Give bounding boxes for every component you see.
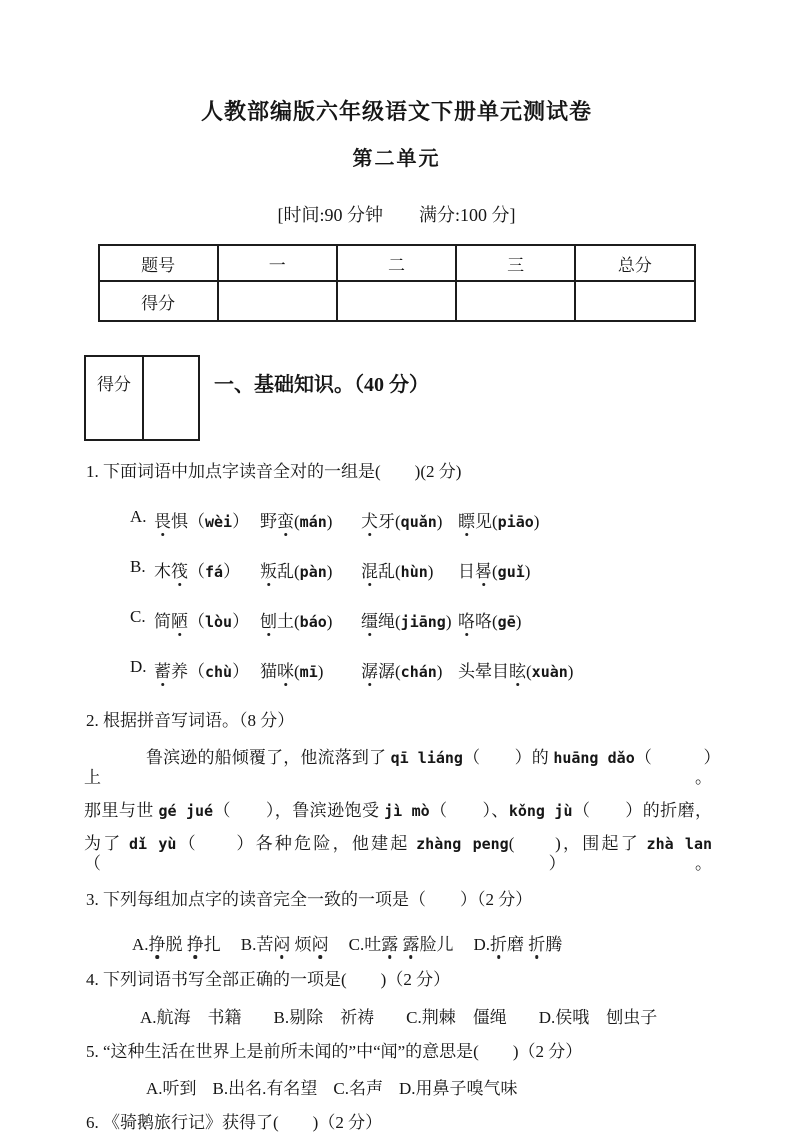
score-table-col-2: 二 [337,245,456,281]
q1-option-d-word-4: 头晕目眩(xuàn) [458,657,573,682]
q1-option-a [130,507,793,532]
q4-option-d: D.侯哦 刨虫子 [538,1008,658,1027]
q6-stem: 6. 《骑鹅旅行记》获得了( )（2 分） [86,1113,383,1133]
q1-option-d-word-1: 蓄养（chù） [154,657,260,682]
score-box-blank [144,357,198,439]
paper-title: 人教部编版六年级语文下册单元测试卷 [200,99,592,124]
q1-option-b-word-1: 木筏（fá） [154,557,260,582]
q1-option-a-label: A. [130,507,147,527]
q4-option-c: C.荆棘 僵绳 [406,1008,507,1027]
q5-option-a: A.听到 [146,1079,197,1099]
q3-option-c: C.吐露 露脸儿 [349,930,454,955]
section-score-box [84,355,200,441]
q1-option-a-word-3: 犬牙(quǎn) [361,507,458,532]
score-table-col-1: 一 [218,245,337,281]
q4-options [140,1003,793,1028]
q4-option-b: B.剔除 祈祷 [273,1008,375,1027]
unit-title: 第二单元 [352,148,441,170]
q2-text-line-2: 那里与世 gé jué（ ），鲁滨逊饱受 jì mò（ ）、kǒng jù（ ）的折磨， [84,800,713,820]
q1-option-b-word-3: 混乱(hùn) [361,557,458,582]
q3-stem: 3. 下列每组加点字的读音完全一致的一项是（ ）（2 分） [86,889,533,909]
q1-option-a-word-4: 瞟见(piāo) [458,507,539,532]
q3-option-d: D.折磨 折腾 [473,930,562,955]
q1-option-b-label: B. [130,557,146,577]
q1-option-d-word-3: 潺潺(chán) [361,657,458,682]
time-score-line: [时间:90 分钟 满分:100 分] [277,205,516,225]
q1-option-a-word-2: 野蛮(mán) [260,507,361,532]
section1-header [84,355,793,441]
q5-option-d: D.用鼻子嗅气味 [398,1079,518,1099]
q3-option-a: A.挣脱 挣扎 [132,930,221,955]
q1-option-c-word-2: 刨土(báo) [260,607,361,632]
q1-option-c-word-3: 缰绳(jiāng) [361,607,458,632]
q1-stem: 1. 下面词语中加点字读音全对的一组是( )(2 分) [86,462,462,481]
score-table-score-row [99,281,695,321]
score-row-label: 得分 [99,281,218,321]
q3-option-b: B.苦闷 烦闷 [241,930,329,955]
score-table-col-3: 三 [456,245,575,281]
q2-stem: 2. 根据拼音写词语。（8 分） [86,711,295,731]
score-cell-3 [456,281,575,321]
score-cell-1 [218,281,337,321]
q1-option-c-word-4: 咯咯(gē) [458,607,521,632]
score-table-col-question: 题号 [99,245,218,281]
score-cell-2 [337,281,456,321]
q1-option-c-word-1: 简陋（lòu） [154,607,260,632]
q1-option-c [130,607,793,632]
q5-option-c: C.名声 [333,1079,383,1099]
score-table-header-row [99,245,695,281]
q1-option-b-word-2: 叛乱(pàn) [260,557,361,582]
q1-option-c-label: C. [130,607,146,627]
q3-options [132,930,793,955]
q5-stem: 5. “这种生活在世界上是前所未闻的”中“闻”的意思是( )（2 分） [86,1042,583,1061]
score-box-label: 得分 [86,357,144,439]
q1-option-b [130,557,793,582]
q1-option-d-word-2: 猫咪(mī) [260,657,361,682]
q5-option-b: B.出名.有名望 [212,1079,318,1099]
q4-option-a: A.航海 书籍 [140,1008,242,1027]
score-cell-total [575,281,694,321]
q1-option-d [130,657,793,682]
q2-text-line-1: 鲁滨逊的船倾覆了，他流落到了 qī liáng（ ）的 huāng dǎo（ ）上。 [84,747,713,787]
q4-stem: 4. 下列词语书写全部正确的一项是( )（2 分） [86,969,451,989]
q1-option-b-word-4: 日晷(guǐ) [458,557,530,582]
score-table-col-total: 总分 [575,245,694,281]
q2-text-line-3: 为了 dǐ yù（ ）各种危险，他建起 zhàng peng( )，围起了 zhà lan（ ）。 [84,833,713,873]
score-summary-table [98,244,696,322]
q1-option-a-word-1: 畏惧（wèi） [154,507,260,532]
q1-option-d-label: D. [130,657,147,677]
section1-heading: 一、基础知识。（40 分） [214,374,429,396]
q5-options [146,1074,793,1099]
